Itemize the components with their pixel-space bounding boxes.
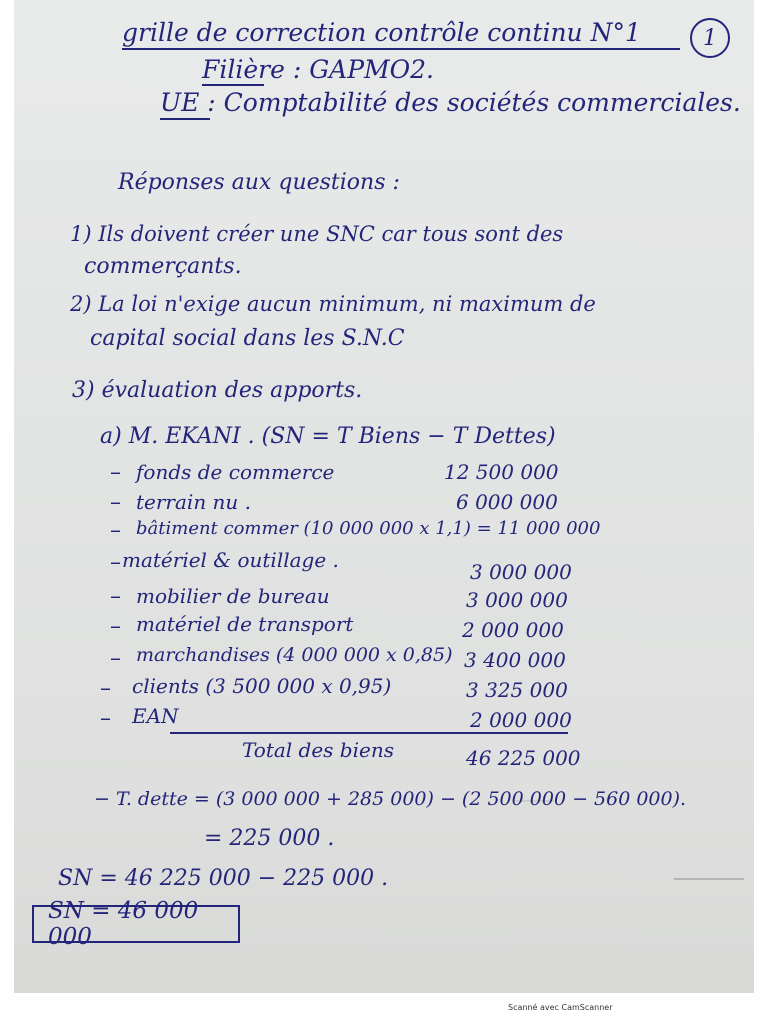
intro-heading: Réponses aux questions : <box>118 170 400 195</box>
asset-value: 3 325 000 <box>466 678 568 702</box>
asset-label: mobilier de bureau <box>136 584 330 608</box>
asset-label: matériel & outillage . <box>122 548 339 572</box>
answer-3a-heading: a) M. EKANI . (SN = T Biens − T Dettes) <box>100 424 556 449</box>
filiere-line: Filière : GAPMO2. <box>202 55 434 84</box>
scan-smudge <box>674 878 744 880</box>
sn-calculation: SN = 46 225 000 − 225 000 . <box>58 866 389 891</box>
filiere-underline <box>202 84 264 86</box>
ue-underline <box>160 118 210 120</box>
answer-3-heading: 3) évaluation des apports. <box>72 378 363 403</box>
ue-line: UE : Comptabilité des sociétés commerciales. <box>160 88 741 117</box>
dash-mark: – <box>100 706 111 731</box>
asset-value: 6 000 000 <box>456 490 558 514</box>
asset-label: clients (3 500 000 x 0,95) <box>132 674 392 698</box>
dettes-line-2: = 225 000 . <box>204 826 335 851</box>
asset-value: 3 000 000 <box>470 560 572 584</box>
dash-mark: – <box>110 584 121 609</box>
asset-value: 3 000 000 <box>466 588 568 612</box>
asset-value: 2 000 000 <box>462 618 564 642</box>
asset-value: 3 400 000 <box>464 648 566 672</box>
dash-mark: – <box>110 550 121 575</box>
asset-label: bâtiment commer (10 000 000 x 1,1) = 11 000 000 <box>136 518 601 539</box>
sn-result-box: SN = 46 000 000 <box>32 905 240 943</box>
asset-value: 2 000 000 <box>470 708 572 732</box>
dash-mark: – <box>110 646 121 671</box>
dash-mark: – <box>110 614 121 639</box>
answer-2-line-1: 2) La loi n'exige aucun minimum, ni maximum de <box>70 292 596 316</box>
answer-1-line-1: 1) Ils doivent créer une SNC car tous sont des <box>70 222 564 246</box>
asset-label: terrain nu . <box>136 490 252 514</box>
asset-label: matériel de transport <box>136 612 354 636</box>
total-value: 46 225 000 <box>466 746 581 770</box>
answer-1-line-2: commerçants. <box>84 254 242 279</box>
asset-label: marchandises (4 000 000 x 0,85) <box>136 644 453 666</box>
dash-mark: – <box>110 490 121 515</box>
dettes-line-1: − T. dette = (3 000 000 + 285 000) − (2 500 000 − 560 000). <box>94 788 687 810</box>
asset-label: fonds de commerce <box>136 460 335 484</box>
asset-label: EAN <box>132 704 179 728</box>
title-underline <box>122 48 680 50</box>
total-label: Total des biens <box>242 738 394 762</box>
document-title: grille de correction contrôle continu N°1 <box>122 18 641 47</box>
dash-mark: – <box>110 460 121 485</box>
total-separator <box>170 732 568 734</box>
dash-mark: – <box>110 518 121 543</box>
dash-mark: – <box>100 676 111 701</box>
camscanner-footer: Scanné avec CamScanner <box>508 1003 613 1012</box>
answer-2-line-2: capital social dans les S.N.C <box>90 326 405 351</box>
page-number-circle: 1 <box>690 18 730 58</box>
scanned-page <box>14 0 754 993</box>
asset-value: 12 500 000 <box>444 460 559 484</box>
scan-smudge <box>514 800 554 802</box>
